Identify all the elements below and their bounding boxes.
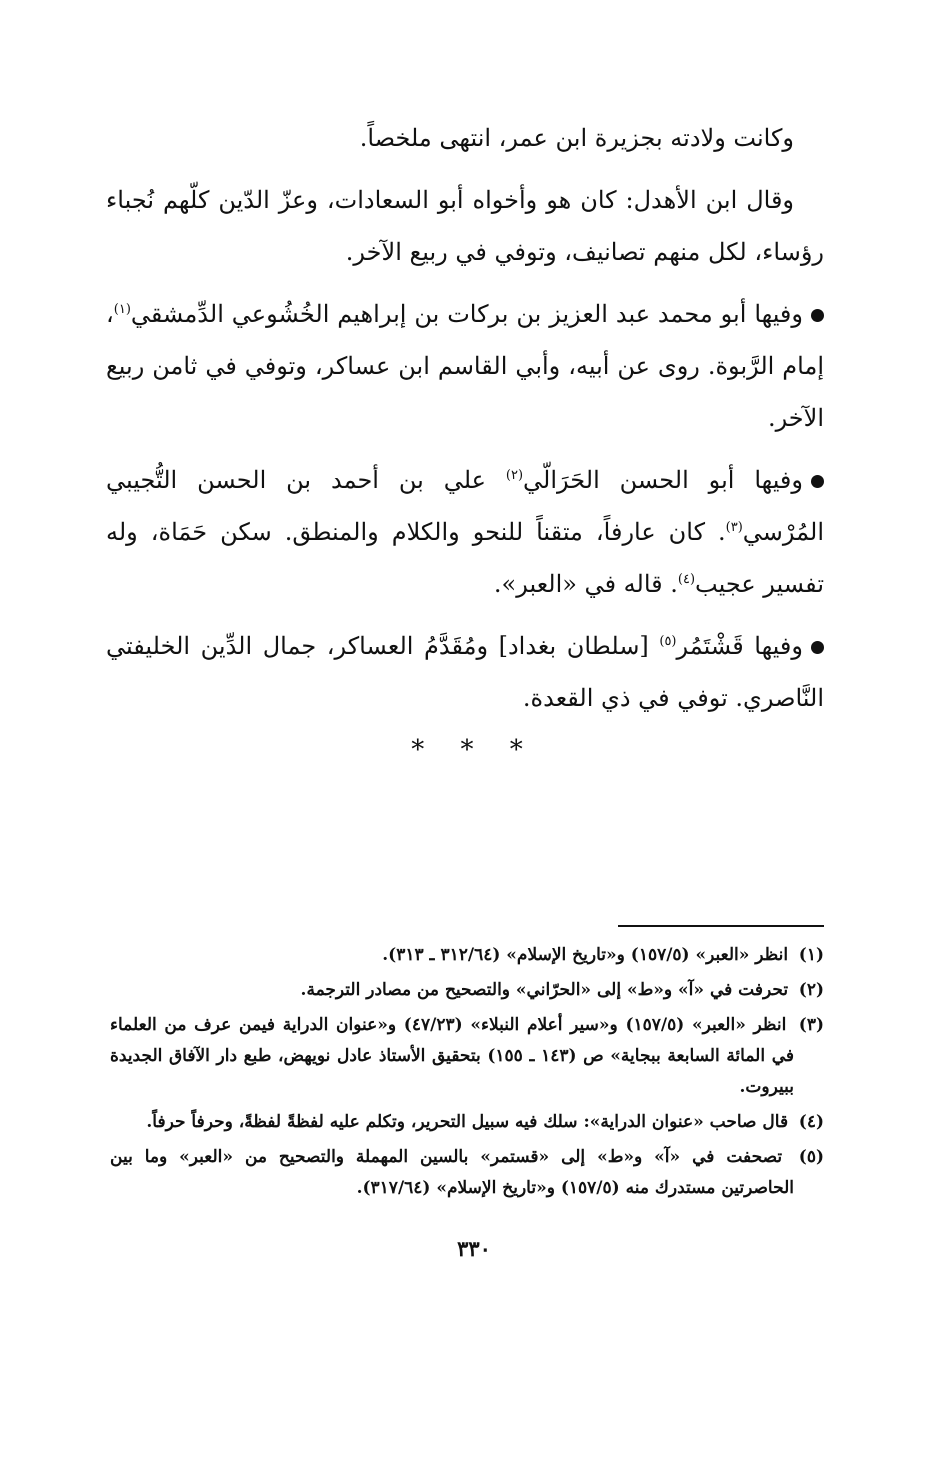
bullet-icon (811, 309, 824, 322)
entry-text: وفيها أبو الحسن الحَرَالّي (523, 466, 803, 494)
footnote (110, 1107, 824, 1138)
footnote (110, 1010, 824, 1103)
footnote-number: (٢) (798, 980, 824, 1000)
footnote (110, 975, 824, 1006)
page-number: ٣٣٠ (457, 1236, 491, 1261)
footnote-divider (618, 925, 824, 927)
biography-entry (106, 454, 824, 610)
entry-text: وفيها أبو محمد عبد العزيز بن بركات بن إبراهيم الخُشُوعي الدِّمشقي (130, 300, 803, 328)
entry-text: [سلطان بغداد] ومُقَدَّمُ العساكر، جمال الدِّين الخليفتي النَّاصري. توفي في ذي القعدة. (106, 632, 824, 712)
entry-text: وفيها قَشْتَمُر (676, 632, 803, 660)
paragraph (106, 174, 824, 278)
footnote-text: تحرفت في «آ» و«ط» إلى «الحرّاني» والتصحيح من مصادر الترجمة. (300, 980, 789, 1000)
footnote-text: قال صاحب «عنوان الدراية»: سلك فيه سبيل التحرير، وتكلم عليه لفظةً لفظةً، وحرفاً حرفاً. (146, 1112, 789, 1132)
footnote-text: تصحفت في «آ» و«ط» إلى «قستمر» بالسين المهملة والتصحيح من «العبر» وما بين الحاصرتين مستدرك منه (١٥٧/٥) و«تاريخ الإسلام» (٣١٧/٦٤). (110, 1147, 794, 1198)
entry-text: . كان عارفاً، متقناً للنحو والكلام والمنطق. سكن حَمَاة، وله تفسير عجيب (106, 518, 824, 598)
entry-text: . قاله في «العبر». (493, 570, 678, 598)
footnote-text: انظر «العبر» (١٥٧/٥) و«تاريخ الإسلام» (٣١٢/٦٤ ـ ٣١٣). (382, 945, 789, 965)
paragraph (106, 112, 824, 164)
footnote-ref: (١) (113, 302, 131, 317)
section-separator: * * * (411, 735, 537, 765)
biography-entry (106, 620, 824, 724)
footnote-number: (٤) (798, 1112, 824, 1132)
footnote (110, 1142, 824, 1204)
footnote-text: انظر «العبر» (١٥٧/٥) و«سير أعلام النبلاء» (٤٧/٢٣) و«عنوان الدراية فيمن عرف من العلماء في المائة السابعة ببجاية» ص (١٤٣ ـ ١٥٥) بتحقيق الأستاذ عادل نويهض، طبع دار الآفاق الجديدة ببيروت. (110, 1015, 794, 1097)
footnote (110, 940, 824, 971)
bullet-icon (811, 475, 824, 488)
footnote-ref: (٢) (505, 468, 524, 483)
footnote-number: (٥) (798, 1147, 824, 1167)
main-text (106, 112, 824, 734)
biography-entry (106, 288, 824, 444)
footnote-number: (٣) (798, 1015, 825, 1035)
paragraph-text: وكانت ولادته بجزيرة ابن عمر، انتهى ملخصاً. (359, 124, 794, 152)
footnote-ref: (٥) (659, 634, 677, 649)
entry-text: علي بن أحمد بن الحسن التُّجيبي المُرْسي (106, 466, 824, 546)
footnote-ref: (٤) (677, 572, 696, 587)
paragraph-text: وقال ابن الأهدل: كان هو وأخواه أبو السعادات، وعزّ الدّين كلّهم نُجباء رؤساء، لكل منهم تصانيف، وتوفي في ربيع الآخر. (106, 186, 824, 266)
footnotes (110, 940, 824, 1208)
bullet-icon (811, 641, 824, 654)
entry-text: ، إمام الرَّبوة. روى عن أبيه، وأبي القاسم ابن عساكر، وتوفي في ثامن ربيع الآخر. (106, 300, 824, 432)
footnote-ref: (٣) (725, 520, 743, 535)
footnote-number: (١) (798, 945, 824, 965)
